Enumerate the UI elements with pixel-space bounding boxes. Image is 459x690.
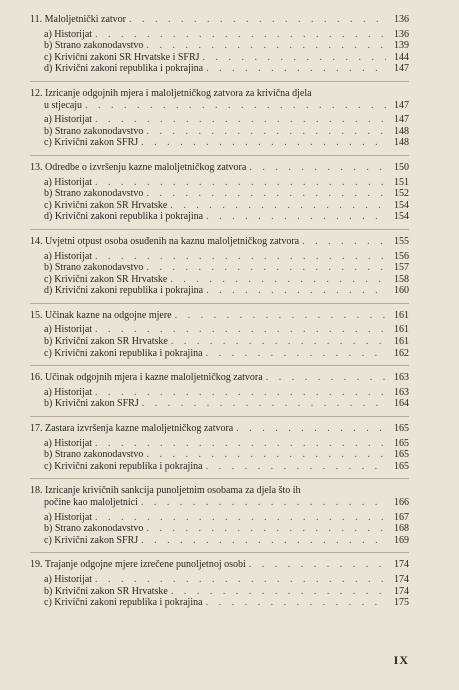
section-page-number: 174	[394, 559, 409, 571]
toc-section-heading	[30, 236, 409, 248]
toc-entry	[30, 523, 409, 535]
section-title: 19. Trajanje odgojne mjere izrečene punoljetnoj osobi	[30, 559, 246, 571]
leader-dots	[146, 40, 386, 52]
toc-section	[30, 155, 409, 223]
entry-page-number: 147	[394, 114, 409, 126]
section-page-number: 165	[394, 423, 409, 435]
toc-section	[30, 81, 409, 149]
entry-page-number: 152	[394, 188, 409, 200]
entry-page-number: 167	[394, 511, 409, 523]
entry-page-number: 156	[394, 250, 409, 262]
entry-page-number: 165	[394, 437, 409, 449]
entry-label: a) Historijat	[44, 114, 93, 126]
leader-dots	[85, 100, 386, 112]
entry-page-number: 148	[394, 137, 409, 149]
toc-entry	[30, 52, 409, 64]
entry-page-number: 154	[394, 199, 409, 211]
entry-page-number: 165	[394, 460, 409, 472]
section-title: 11. Maloljetnički zatvor	[30, 14, 126, 25]
leader-dots	[95, 438, 386, 450]
entry-label: c) Krivični zakon SFRJ	[44, 137, 139, 149]
section-page-number: 166	[394, 497, 409, 508]
section-page-number: 161	[394, 309, 409, 321]
entry-page-number: 154	[394, 211, 409, 223]
leader-dots	[171, 336, 386, 348]
leader-dots	[95, 574, 386, 586]
section-page-number: 163	[394, 372, 409, 384]
toc-entry	[30, 40, 409, 52]
entry-page-number: 136	[394, 28, 409, 40]
toc-entry	[30, 535, 409, 547]
toc-entry	[30, 336, 409, 348]
leader-dots	[175, 310, 386, 322]
entry-page-number: 147	[394, 63, 409, 75]
toc-section-heading	[30, 497, 409, 509]
entry-label: b) Krivični zakon SR Hrvatske	[44, 336, 168, 348]
toc-entry	[30, 438, 409, 450]
entry-label: a) Historijat	[44, 386, 93, 398]
toc-entry	[30, 387, 409, 399]
section-title: 17. Zastara izvršenja kazne maloljetničkog zatvora	[30, 423, 234, 435]
entry-page-number: 168	[394, 523, 409, 535]
leader-dots	[95, 29, 386, 41]
entry-label: a) Historijat	[44, 176, 93, 188]
toc-section-heading	[30, 100, 409, 112]
entry-label: c) Krivični zakon SR Hrvatske	[44, 199, 168, 211]
section-title: 14. Uvjetni otpust osoba osuđenih na kaznu maloljetničkog zatvora	[30, 235, 300, 247]
entry-label: a) Historijat	[44, 511, 93, 523]
toc-entry	[30, 398, 409, 410]
table-of-contents	[30, 14, 409, 609]
entry-page-number: 144	[394, 51, 409, 63]
entry-label: a) Historijat	[44, 28, 93, 40]
leader-dots	[206, 597, 386, 609]
leader-dots	[249, 162, 386, 174]
entry-page-number: 158	[394, 273, 409, 285]
entry-page-number: 161	[394, 336, 409, 348]
section-title-continued: u stjecaju	[44, 99, 83, 111]
toc-entry	[30, 285, 409, 297]
leader-dots	[95, 324, 386, 336]
toc-section-heading	[30, 310, 409, 322]
leader-dots	[95, 177, 386, 189]
entry-label: a) Historijat	[44, 573, 93, 585]
entry-label: a) Historijat	[44, 250, 93, 262]
entry-label: c) Krivični zakon SFRJ	[44, 534, 139, 546]
leader-dots	[95, 512, 386, 524]
entry-page-number: 162	[394, 347, 409, 359]
toc-section	[30, 303, 409, 359]
leader-dots	[146, 188, 386, 200]
entry-label: c) Krivični zakoni republika i pokrajina	[44, 597, 203, 609]
entry-label: c) Krivični zakon SR Hrvatske	[44, 273, 168, 285]
entry-page-number: 160	[394, 285, 409, 297]
toc-section	[30, 552, 409, 608]
page-folio: IX	[393, 653, 409, 667]
toc-section	[30, 416, 409, 472]
section-page-number: 155	[394, 235, 409, 247]
toc-entry	[30, 29, 409, 41]
toc-entry	[30, 211, 409, 223]
entry-page-number: 174	[394, 585, 409, 597]
leader-dots	[142, 398, 386, 410]
leader-dots	[206, 285, 386, 297]
leader-dots	[206, 348, 386, 360]
entry-page-number: 169	[394, 534, 409, 546]
entry-page-number: 175	[394, 597, 409, 609]
leader-dots	[249, 559, 386, 571]
entry-page-number: 148	[394, 125, 409, 137]
toc-section-heading	[30, 423, 409, 435]
leader-dots	[266, 372, 386, 384]
section-page-number: 150	[394, 161, 409, 173]
leader-dots	[170, 274, 386, 286]
leader-dots	[146, 523, 386, 535]
leader-dots	[95, 114, 386, 126]
leader-dots	[95, 387, 386, 399]
toc-entry	[30, 586, 409, 598]
toc-entry	[30, 188, 409, 200]
toc-section-heading	[30, 559, 409, 571]
toc-section-title-line	[30, 485, 409, 497]
toc-entry	[30, 274, 409, 286]
toc-entry	[30, 512, 409, 524]
toc-entry	[30, 251, 409, 263]
toc-section	[30, 14, 409, 75]
entry-page-number: 174	[394, 573, 409, 585]
leader-dots	[302, 236, 386, 248]
entry-page-number: 165	[394, 449, 409, 461]
entry-page-number: 164	[394, 398, 409, 410]
entry-label: d) Krivični zakoni republika i pokrajina	[44, 285, 204, 297]
toc-section-heading	[30, 162, 409, 174]
leader-dots	[171, 586, 386, 598]
toc-section-heading	[30, 14, 409, 26]
entry-page-number: 157	[394, 262, 409, 274]
toc-entry	[30, 461, 409, 473]
entry-page-number: 151	[394, 176, 409, 188]
section-page-number: 136	[394, 14, 409, 25]
leader-dots	[236, 423, 386, 435]
leader-dots	[95, 251, 386, 263]
toc-section	[30, 229, 409, 297]
entry-label: a) Historijat	[44, 324, 93, 336]
entry-label: b) Strano zakonodavstvo	[44, 262, 144, 274]
leader-dots	[141, 137, 386, 149]
leader-dots	[203, 52, 386, 64]
leader-dots	[146, 126, 386, 138]
section-title: 15. Učinak kazne na odgojne mjere	[30, 309, 172, 321]
entry-label: b) Strano zakonodavstvo	[44, 523, 144, 535]
entry-label: b) Strano zakonodavstvo	[44, 125, 144, 137]
entry-label: c) Krivični zakoni republika i pokrajina	[44, 347, 203, 359]
toc-entry	[30, 200, 409, 212]
toc-entry	[30, 597, 409, 609]
toc-section	[30, 478, 409, 546]
toc-entry	[30, 324, 409, 336]
section-title: 13. Odredbe o izvršenju kazne maloljetničkog zatvora	[30, 161, 247, 173]
leader-dots	[141, 497, 386, 509]
toc-entry	[30, 574, 409, 586]
entry-page-number: 163	[394, 386, 409, 398]
entry-page-number: 139	[394, 40, 409, 52]
entry-label: d) Krivični zakoni republika i pokrajina	[44, 211, 204, 223]
entry-label: b) Strano zakonodavstvo	[44, 40, 144, 52]
toc-section-title-line	[30, 88, 409, 100]
toc-entry	[30, 348, 409, 360]
toc-entry	[30, 114, 409, 126]
section-title-continued: počine kao maloljetnici	[44, 497, 138, 508]
entry-label: b) Krivični zakon SR Hrvatske	[44, 585, 168, 597]
entry-label: c) Krivični zakoni SR Hrvatske i SFRJ	[44, 51, 200, 63]
leader-dots	[206, 461, 386, 473]
leader-dots	[141, 535, 386, 547]
toc-section	[30, 365, 409, 410]
leader-dots	[170, 200, 386, 212]
leader-dots	[206, 211, 386, 223]
leader-dots	[206, 63, 386, 75]
toc-entry	[30, 449, 409, 461]
entry-page-number: 161	[394, 324, 409, 336]
section-title: 16. Učinak odgojnih mjera i kazne maloljetničkog zatvora	[30, 372, 263, 384]
section-title: 18. Izricanje krivičnih sankcija punoljetnim osobama za djela što ih	[30, 485, 301, 497]
entry-label: a) Historijat	[44, 437, 93, 449]
entry-label: b) Krivični zakon SFRJ	[44, 398, 139, 410]
section-page-number: 147	[394, 99, 409, 111]
toc-entry	[30, 177, 409, 189]
leader-dots	[129, 14, 386, 26]
section-title: 12. Izricanje odgojnih mjera i maloljetničkog zatvora za krivična djela	[30, 87, 312, 99]
entry-label: c) Krivični zakoni republika i pokrajina	[44, 460, 203, 472]
entry-label: b) Strano zakonodavstvo	[44, 449, 144, 461]
toc-entry	[30, 137, 409, 149]
leader-dots	[146, 262, 386, 274]
leader-dots	[146, 449, 386, 461]
entry-label: d) Krivični zakoni republika i pokrajina	[44, 63, 204, 75]
toc-section-heading	[30, 372, 409, 384]
entry-label: b) Strano zakonodavstvo	[44, 188, 144, 200]
toc-entry	[30, 63, 409, 75]
toc-entry	[30, 126, 409, 138]
toc-entry	[30, 262, 409, 274]
